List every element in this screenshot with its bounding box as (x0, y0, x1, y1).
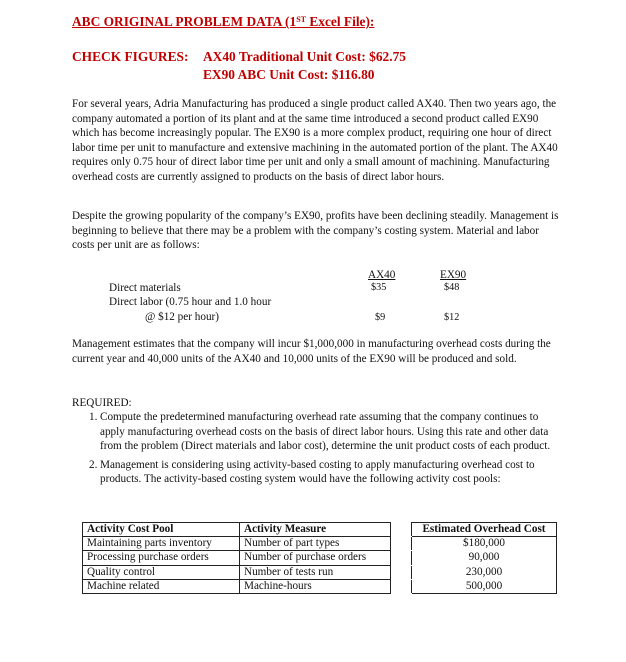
intro-paragraph: For several years, Adria Manufacturing has produced a single product called AX40. Then two years ago, the company automated a portion of its plant and at the same time introduced a second product called EX90 which has become increasingly popular. The EX90 is a more complex product, requiring one hour of direct labor time per unit to manufacture and extensive machining in the automated portion of the plant. The AX40 requires only 0.75 hour of direct labor time per unit and only a small amount of machining. Manufacturing overhead costs are currently assigned to products on the basis of direct labor hours. (72, 98, 558, 183)
required-heading: REQUIRED: (72, 397, 132, 409)
cell-cost: $180,000 (412, 537, 557, 551)
header-activity-cost-pool: Activity Cost Pool (83, 523, 240, 537)
check-figure-ex90: EX90 ABC Unit Cost: $116.80 (203, 67, 375, 82)
header-estimated-overhead-cost: Estimated Overhead Cost (412, 523, 557, 537)
materials-ex90: $48 (444, 282, 460, 293)
col-header-ex90: EX90 (440, 269, 467, 281)
cell-measure: Number of purchase orders (240, 551, 391, 565)
page-title: ABC ORIGINAL PROBLEM DATA (1ST Excel File): (72, 14, 375, 29)
column-gap (391, 551, 412, 565)
row-label-materials: Direct materials (109, 282, 181, 294)
check-figures-label: CHECK FIGURES: (72, 49, 189, 64)
labor-ax40: $9 (375, 312, 386, 323)
required-item-number: 2. (89, 458, 98, 471)
cell-measure: Number of tests run (240, 565, 391, 579)
table-header-row (83, 523, 557, 537)
required-list (72, 410, 562, 491)
labor-ex90: $12 (444, 312, 460, 323)
costing-paragraph: Despite the growing popularity of the company’s EX90, profits have been declining steadily. Management is beginning to believe that there may be a problem with the company’s costing system. Material and labor costs per unit are as follows: (72, 210, 559, 252)
cell-pool: Maintaining parts inventory (83, 537, 240, 551)
column-gap (391, 579, 412, 593)
materials-ax40: $35 (371, 282, 387, 293)
required-item-1 (72, 410, 562, 454)
cell-cost: 230,000 (412, 565, 557, 579)
column-gap (391, 537, 412, 551)
cell-pool: Quality control (83, 565, 240, 579)
estimates-paragraph: Management estimates that the company will incur $1,000,000 in manufacturing overhead costs during the current year and 40,000 units of the AX40 and 10,000 units of the EX90 will be produced and sold. (72, 338, 551, 365)
cell-cost: 500,000 (412, 579, 557, 593)
required-item-text: Management is considering using activity-based costing to apply manufacturing overhead cost to products. The activity-based costing system would have the following activity cost pools: (100, 458, 535, 486)
check-figure-ax40: AX40 Traditional Unit Cost: $62.75 (203, 49, 406, 64)
column-gap (391, 565, 412, 579)
table-row (83, 579, 557, 593)
header-activity-measure: Activity Measure (240, 523, 391, 537)
cell-measure: Machine-hours (240, 579, 391, 593)
table-row (83, 537, 557, 551)
cell-measure: Number of part types (240, 537, 391, 551)
required-item-number: 1. (89, 411, 98, 423)
col-header-ax40: AX40 (368, 269, 396, 281)
required-item-2 (72, 458, 562, 487)
required-item-text: Compute the predetermined manufacturing overhead rate assuming that the company continues to apply manufacturing overhead costs on the basis of direct labor hours. Using this rate and other data from the problem (Direct materials and labor cost), determine the unit product costs of each product. (100, 411, 551, 453)
cell-cost: 90,000 (412, 551, 557, 565)
row-label-labor: Direct labor (0.75 hour and 1.0 hour (109, 296, 272, 308)
row-label-labor-rate: @ $12 per hour) (145, 311, 219, 323)
cell-pool: Machine related (83, 579, 240, 593)
table-row (83, 551, 557, 565)
title-superscript: ST (296, 15, 306, 24)
cell-pool: Processing purchase orders (83, 551, 240, 565)
activity-cost-pool-table (82, 522, 557, 594)
column-gap (391, 523, 412, 537)
table-row (83, 565, 557, 579)
